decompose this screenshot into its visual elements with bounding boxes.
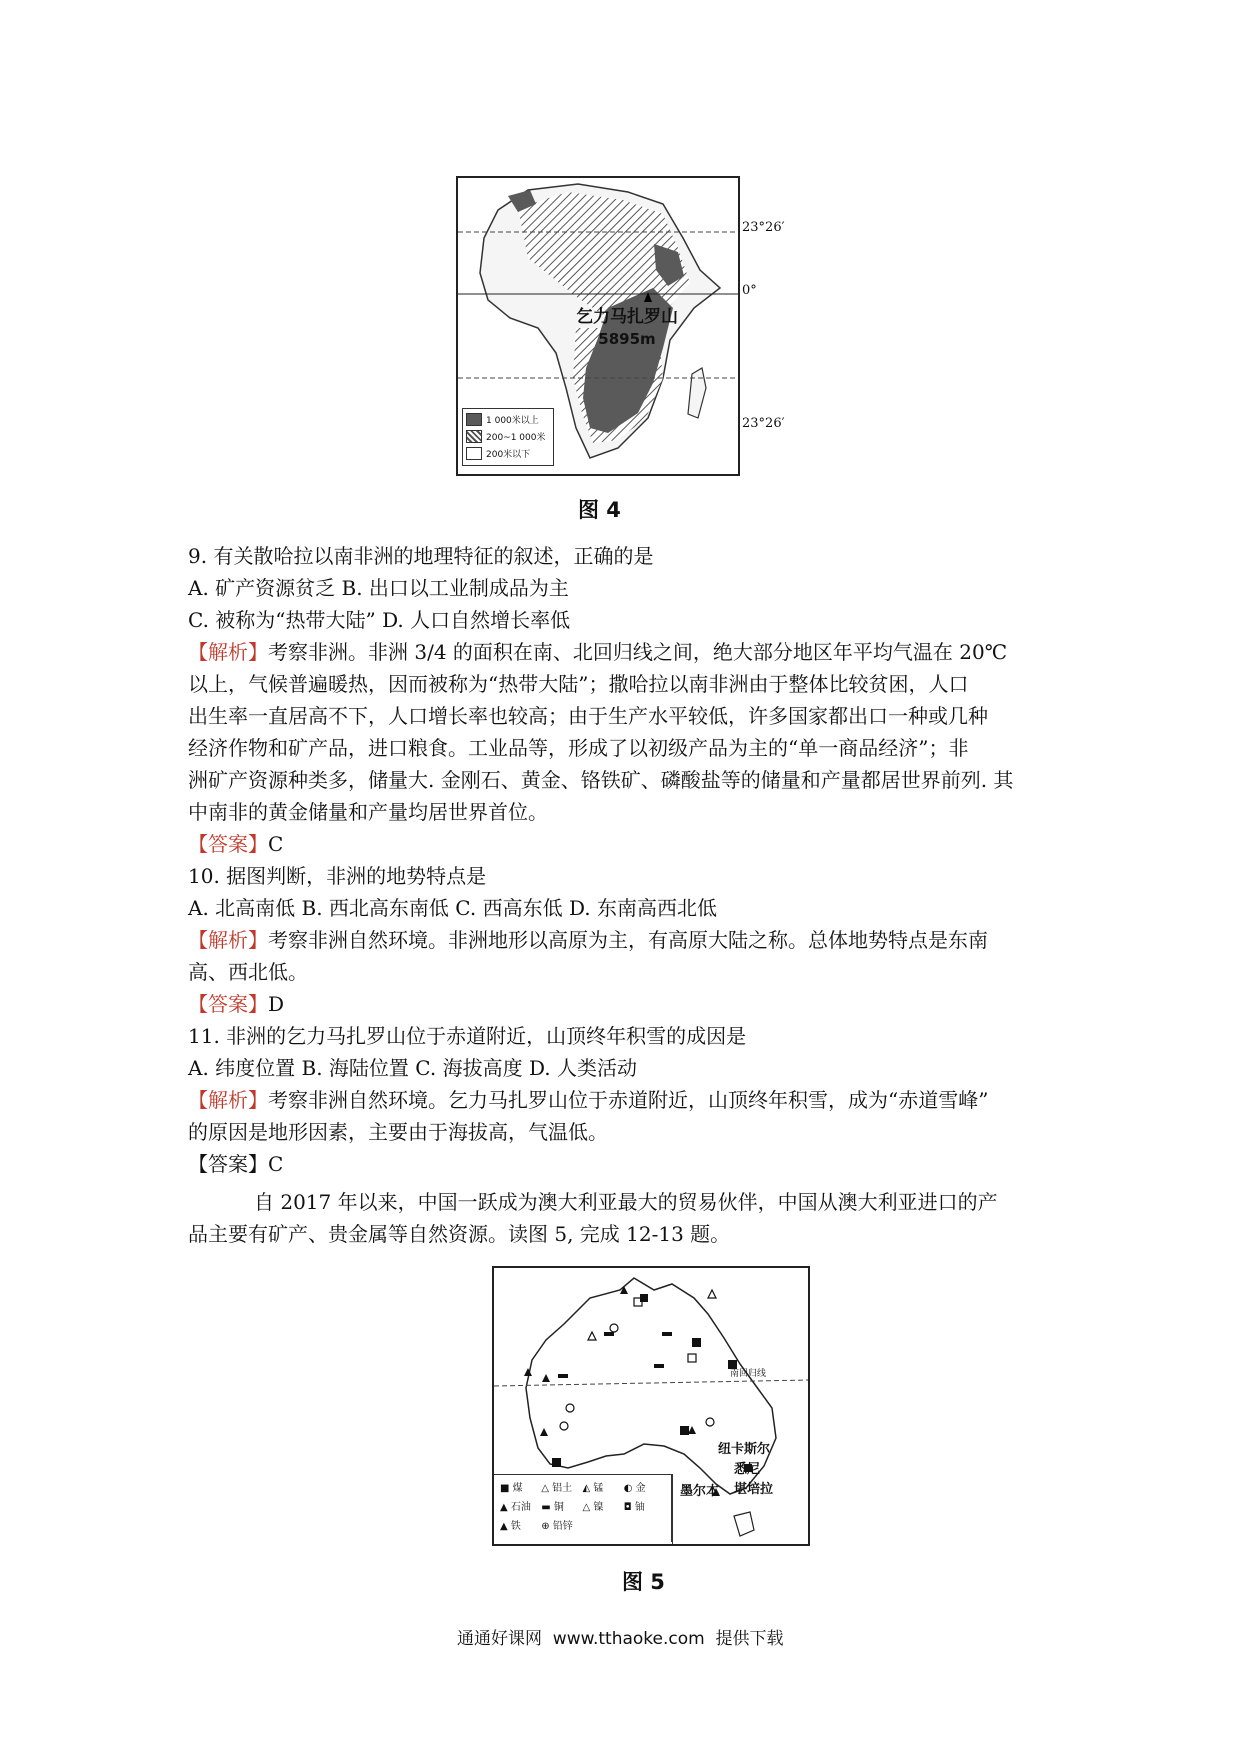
- q11-options: A. 纬度位置 B. 海陆位置 C. 海拔高度 D. 人类活动: [188, 1056, 637, 1080]
- q9-answer-value: C: [268, 832, 284, 856]
- legend-bauxite: △ 铝土: [541, 1483, 573, 1494]
- mountain-name: 乞力马扎罗山: [576, 307, 678, 327]
- q9-analysis-5: 洲矿产资源种类多，储量大. 金刚石、黄金、铬铁矿、磷酸盐等的储量和产量都居世界前列. 其: [188, 768, 1014, 792]
- q10-analysis-2: 高、西北低。: [188, 960, 308, 984]
- lat-label-top: 23°26′: [742, 220, 785, 235]
- figure-5-australia-map: [492, 1266, 810, 1546]
- figure-5-caption: 图 5: [622, 1570, 665, 1594]
- q10-analysis-tag: 【解析】: [188, 928, 268, 952]
- lat-label-bottom: 23°26′: [742, 416, 785, 431]
- q11-answer-tag: 【答案】: [188, 1152, 268, 1176]
- legend-label-low: 200米以下: [486, 450, 531, 460]
- q9-analysis-1: [188, 636, 1007, 668]
- intro-line-1: 自 2017 年以来，中国一跃成为澳大利亚最大的贸易伙伴，中国从澳大利亚进口的产: [254, 1190, 998, 1214]
- city-melbourne: 墨尔本: [680, 1484, 720, 1499]
- q9-analysis-6: 中南非的黄金储量和产量均居世界首位。: [188, 800, 548, 824]
- legend-copper: ▬ 铜: [541, 1502, 564, 1513]
- legend-swatch-high: [466, 413, 482, 426]
- q9-stem: 9. 有关散哈拉以南非洲的地理特征的叙述，正确的是: [188, 544, 654, 568]
- q9-options-2: C. 被称为“热带大陆” D. 人口自然增长率低: [188, 608, 571, 632]
- q11-analysis-2: 的原因是地形因素，主要由于海拔高，气温低。: [188, 1120, 608, 1144]
- q10-stem: 10. 据图判断，非洲的地势特点是: [188, 864, 487, 888]
- figure-4-legend: [462, 408, 554, 466]
- q11-analysis-1: [188, 1084, 988, 1116]
- legend-nickel: △ 镍: [582, 1502, 604, 1513]
- legend-swatch-low: [466, 447, 482, 460]
- legend-label-high: 1 000米以上: [486, 416, 539, 426]
- legend-iron: ▲ 铁: [500, 1521, 521, 1532]
- q10-answer-tag: 【答案】: [188, 992, 268, 1016]
- q10-analysis-text-1: 考察非洲自然环境。非洲地形以高原为主，有高原大陆之称。总体地势特点是东南: [268, 928, 988, 952]
- legend-manganese: ◭ 锰: [582, 1483, 604, 1494]
- q11-analysis-tag: 【解析】: [188, 1088, 268, 1112]
- intro-line-2: 品主要有矿产、贵金属等自然资源。读图 5, 完成 12-13 题。: [188, 1222, 731, 1246]
- figure-4-africa-map: [456, 176, 740, 476]
- madagascar: [688, 368, 706, 418]
- tropic-label: 南回归线: [730, 1369, 767, 1379]
- q9-answer-tag: 【答案】: [188, 832, 268, 856]
- lat-label-equator: 0°: [742, 283, 757, 298]
- city-sydney: 悉尼: [734, 1462, 761, 1477]
- q11-analysis-text-1: 考察非洲自然环境。乞力马扎罗山位于赤道附近，山顶终年积雪，成为“赤道雪峰”: [268, 1088, 989, 1112]
- q9-analysis-2: 以上，气候普遍暖热，因而被称为“热带大陆”；撒哈拉以南非洲由于整体比较贫困，人口: [188, 672, 969, 696]
- mountain-height: 5895m: [598, 330, 656, 348]
- q9-options-1: A. 矿产资源贫乏 B. 出口以工业制成品为主: [188, 576, 569, 600]
- q9-analysis-tag: 【解析】: [188, 640, 268, 664]
- figure-5-legend: [494, 1474, 672, 1542]
- legend-uranium: ◘ 铀: [623, 1502, 645, 1513]
- mountain-label: [576, 306, 678, 350]
- q11-answer: [188, 1148, 283, 1180]
- q11-answer-value: C: [268, 1152, 284, 1176]
- tasmania: [734, 1512, 754, 1536]
- legend-oil: ▲ 石油: [500, 1502, 531, 1513]
- legend-swatch-mid: [466, 430, 482, 443]
- q9-analysis-3: 出生率一直居高不下，人口增长率也较高；由于生产水平较低，许多国家都出口一种或几种: [188, 704, 988, 728]
- q10-answer-value: D: [268, 992, 285, 1016]
- city-canberra: 堪培拉: [734, 1482, 774, 1497]
- legend-gold: ◐ 金: [623, 1483, 646, 1494]
- q9-answer: [188, 828, 283, 860]
- legend-divider: [672, 1474, 673, 1544]
- page-footer: 通通好课网 www.tthaoke.com 提供下载: [457, 1629, 784, 1649]
- city-newcastle: 纽卡斯尔: [718, 1442, 771, 1457]
- legend-lead-zinc: ⊕ 铅锌: [541, 1521, 573, 1532]
- q10-answer: [188, 988, 284, 1020]
- q10-analysis-1: [188, 924, 988, 956]
- q9-analysis-text-1: 考察非洲。非洲 3/4 的面积在南、北回归线之间，绝大部分地区年平均气温在 20℃: [268, 640, 1008, 664]
- figure-4-caption: 图 4: [578, 498, 621, 522]
- legend-label-mid: 200~1 000米: [486, 433, 546, 443]
- q9-analysis-4: 经济作物和矿产品，进口粮食。工业品等，形成了以初级产品为主的“单一商品经济”；非: [188, 736, 969, 760]
- q11-stem: 11. 非洲的乞力马扎罗山位于赤道附近，山顶终年积雪的成因是: [188, 1024, 747, 1048]
- q10-options: A. 北高南低 B. 西北高东南低 C. 西高东低 D. 东南高西北低: [188, 896, 717, 920]
- legend-coal: ■ 煤: [500, 1483, 523, 1494]
